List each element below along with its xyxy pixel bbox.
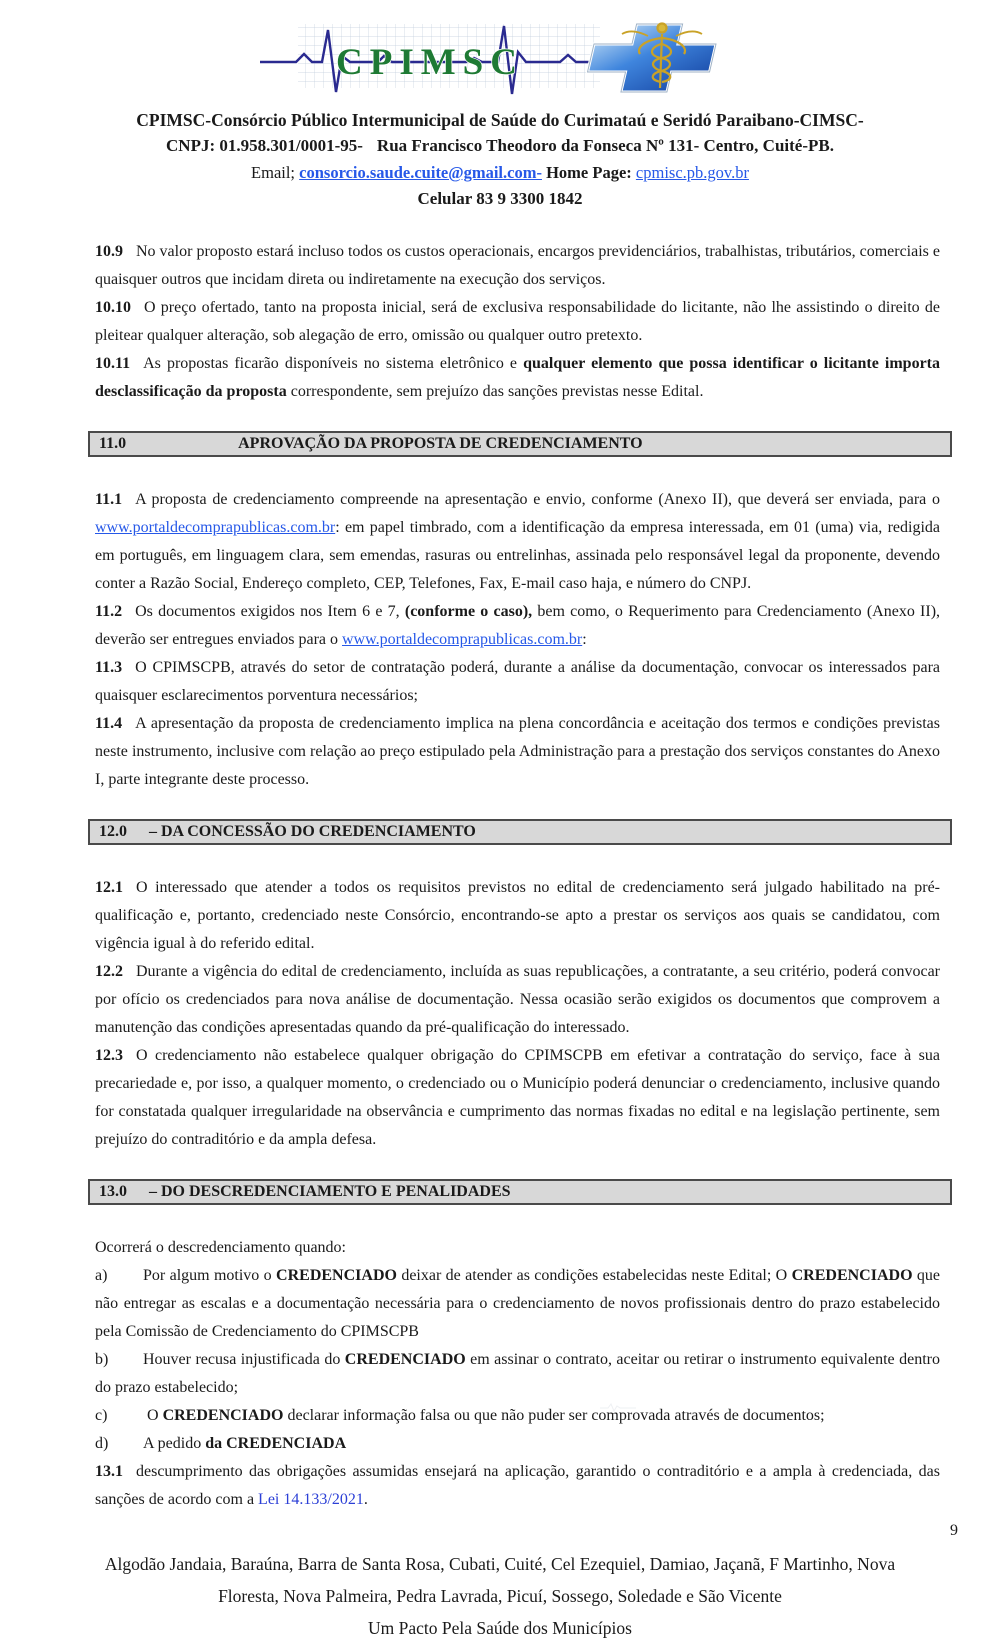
section-number: 13.0 <box>99 1183 127 1200</box>
clause-text-bold: (conforme o caso), <box>404 603 533 620</box>
clause-text: O interessado que atender a todos os requisitos previstos no edital de credenciamento será julgado habilitado na pré-qualificação e, portanto, credenciado neste Consórcio, encontrando-se apto a prestar os serviços aos quais se candidatou, com vigência igual à do referido edital. <box>95 879 940 952</box>
paragraph-11-2 <box>95 598 940 654</box>
clause-number: 10.10 <box>95 299 131 316</box>
clause-text: correspondente, sem prejuízo das sanções previstas nesse Edital. <box>286 383 704 400</box>
clause-text: A pedido <box>143 1435 206 1452</box>
clause-text: bem como, o Requerimento para Credenciamento (Anexo II), deverão ser entregues enviados para o <box>95 603 941 648</box>
email-link[interactable]: consorcio.saude.cuite@gmail.com- <box>299 163 542 182</box>
clause-text: A proposta de credenciamento compreende na apresentação e envio, conforme (Anexo II), que deverá ser enviada, para o <box>135 491 940 508</box>
paragraph-12-1 <box>95 874 940 958</box>
list-letter: d) <box>95 1435 109 1452</box>
clause-number: 10.9 <box>95 243 123 260</box>
clause-number: 12.1 <box>95 879 123 896</box>
list-item-d <box>95 1430 940 1458</box>
section-header-13 <box>88 1179 952 1205</box>
paragraph-10-9 <box>95 238 940 294</box>
clause-text: Por algum motivo o <box>143 1267 277 1284</box>
homepage-link[interactable]: cpmisc.pb.gov.br <box>635 163 749 182</box>
portal-link[interactable]: www.portaldecomprapublicas.com.br <box>95 519 336 536</box>
clause-number: 13.1 <box>95 1463 123 1480</box>
section-number: 12.0 <box>99 823 127 840</box>
portal-link[interactable]: www.portaldecomprapublicas.com.br <box>342 631 583 648</box>
clause-text: em assinar o contrato, aceitar ou retirar o instrumento equivalente dentro do prazo estabelecido; <box>95 1351 940 1396</box>
clause-number: 11.3 <box>95 659 123 676</box>
document-body <box>0 238 1000 1514</box>
clause-text: . <box>363 1491 368 1508</box>
clause-number: 11.4 <box>95 715 123 732</box>
paragraph-12-2 <box>95 958 940 1042</box>
clause-text-bold: CREDENCIADO <box>791 1267 913 1284</box>
logo-graphic <box>260 18 740 98</box>
clause-text: O credenciamento não estabelece qualquer obrigação do CPIMSCPB em efetivar a contratação do serviço, face à sua precariedade e, por isso, a qualquer momento, o credenciado ou o Município poderá denunciar o credenciamento, inclusive quando for constatada qualquer irregularidade na observância e cumprimento das normas fixadas no edital e na legislação pertinente, sem prejuízo do contraditório e da ampla defesa. <box>95 1047 940 1148</box>
logo-wordmark: CPIMSC <box>336 42 524 83</box>
list-item-b <box>95 1346 940 1402</box>
paragraph-10-11 <box>95 350 940 406</box>
footer-mini-ekg-mark <box>600 1401 636 1413</box>
list-letter: a) <box>95 1267 108 1284</box>
clause-text: O preço ofertado, tanto na proposta inicial, será de exclusiva responsabilidade do licitante, não lhe assistindo o direito de pleitear qualquer alteração, sob alegação de erro, omissão ou qualquer outro pretexto. <box>95 299 940 344</box>
clause-text: descumprimento das obrigações assumidas ensejará na aplicação, garantido o contraditório e a ampla à credenciada, das sanções de acordo com a <box>95 1463 940 1508</box>
clause-text: declarar informação falsa ou que não puder ser comprovada através de documentos; <box>283 1407 825 1424</box>
section-number: 11.0 <box>99 435 127 452</box>
clause-text-bold: CREDENCIADO <box>162 1407 284 1424</box>
street-address: Rua Francisco Theodoro da Fonseca Nº 131- Centro, Cuité-PB. <box>376 136 834 155</box>
clause-text-bold: qualquer elemento que possa identificar o licitante importa desclassificação da proposta <box>95 355 941 400</box>
clause-number: 11.2 <box>95 603 123 620</box>
clause-text: : <box>582 631 587 648</box>
section-header-12 <box>88 819 952 845</box>
clause-text: O CPIMSCPB, através do setor de contratação poderá, durante a análise da documentação, convocar os interessados para quaisquer esclarecimentos porventura necessários; <box>95 659 940 704</box>
list-item-c <box>95 1402 940 1430</box>
clause-text-bold: CREDENCIADO <box>276 1267 397 1284</box>
document-page <box>0 18 1000 1638</box>
clause-text: Durante a vigência do edital de credenciamento, incluída as suas republicações, a contratante, a seu critério, poderá convocar por ofício os credenciados para nova análise de documentação. Nessa ocasião serão exigidos os documentos que comprovem a manutenção das condições apresentadas quando da pré-qualificação do interessado. <box>95 963 940 1036</box>
section-title: APROVAÇÃO DA PROPOSTA DE CREDENCIAMENTO <box>238 435 643 452</box>
phone-line: Celular 83 9 3300 1842 <box>417 189 583 208</box>
clause-text: No valor proposto estará incluso todos os custos operacionais, encargos previdenciários, trabalhistas, tributários, comerciais e quaisquer outros que incidam direta ou indiretamente na execução dos serviços. <box>95 243 940 288</box>
clause-number: 12.2 <box>95 963 123 980</box>
paragraph-11-1 <box>95 486 940 598</box>
org-name-line: CPIMSC-Consórcio Público Intermunicipal de Saúde do Curimataú e Seridó Paraibano-CIMSC- <box>136 110 864 130</box>
list-item-a <box>95 1262 940 1346</box>
clause-text: Houver recusa injustificada do <box>143 1351 345 1368</box>
law-reference-link[interactable]: Lei 14.133/2021 <box>258 1491 364 1508</box>
paragraph-10-10 <box>95 294 940 350</box>
clause-text: : em papel timbrado, com a identificação da empresa interessada, em 01 (uma) via, redigida em português, em linguagem clara, sem emendas, rasuras ou entrelinhas, assinada pelo responsável legal da proponente, devendo conter a Razão Social, Endereço completo, CEP, Telefones, Fax, E-mail caso haja, e número do CNPJ. <box>95 519 940 592</box>
clause-text: As propostas ficarão disponíveis no sistema eletrônico e <box>143 355 524 372</box>
clause-text: A apresentação da proposta de credenciamento implica na plena concordância e aceitação dos termos e condições previstas neste instrumento, inclusive com relação ao preço estipulado pela Administração para a prestação dos serviços constantes do Anexo I, parte integrante deste processo. <box>95 715 940 788</box>
clause-text-bold: da CREDENCIADA <box>205 1435 347 1452</box>
footer-motto: Um Pacto Pela Saúde dos Municípios <box>368 1618 632 1638</box>
contact-line <box>0 159 1000 186</box>
clause-number: 11.1 <box>95 491 123 508</box>
clause-number: 10.11 <box>95 355 131 372</box>
list-letter: c) <box>95 1407 108 1424</box>
clause-text-bold: CREDENCIADO <box>344 1351 466 1368</box>
list-letter: b) <box>95 1351 109 1368</box>
clause-text: Os documentos exigidos nos Item 6 e 7, <box>135 603 405 620</box>
consortium-logo <box>260 18 740 103</box>
paragraph-11-4 <box>95 710 940 794</box>
paragraph-13-intro: Ocorrerá o descredenciamento quando: <box>95 1239 346 1256</box>
clause-text: que não entregar as escalas e a documentação necessária para o credenciamento de novos profissionais dentro do prazo estabelecido pela Comissão de Credenciamento do CPIMSCPB <box>95 1267 940 1340</box>
page-number: 9 <box>950 1522 958 1539</box>
paragraph-11-3 <box>95 654 940 710</box>
paragraph-13-1 <box>95 1458 940 1514</box>
clause-text: deixar de atender as condições estabelecidas neste Edital; O <box>396 1267 792 1284</box>
clause-text: O <box>143 1407 163 1424</box>
cnpj-address-line <box>0 133 1000 159</box>
section-title: – DO DESCREDENCIAMENTO E PENALIDADES <box>149 1183 511 1200</box>
email-label: Email; <box>251 163 296 182</box>
blue-cross-icon <box>583 24 721 92</box>
cnpj-value: CNPJ: 01.958.301/0001-95- <box>166 136 363 155</box>
homepage-label: Home Page: <box>546 163 632 182</box>
section-header-11 <box>88 431 952 457</box>
paragraph-12-3 <box>95 1042 940 1154</box>
section-title: – DA CONCESSÃO DO CREDENCIAMENTO <box>149 823 476 840</box>
clause-number: 12.3 <box>95 1047 123 1064</box>
footer-municipalities: Algodão Jandaia, Baraúna, Barra de Santa Rosa, Cubati, Cuité, Cel Ezequiel, Damiao, Jaçanã, F Martinho, Nova Floresta, Nova Palmeira, Pedra Lavrada, Picuí, Sossego, Soledade e São Vicente <box>104 1554 896 1606</box>
